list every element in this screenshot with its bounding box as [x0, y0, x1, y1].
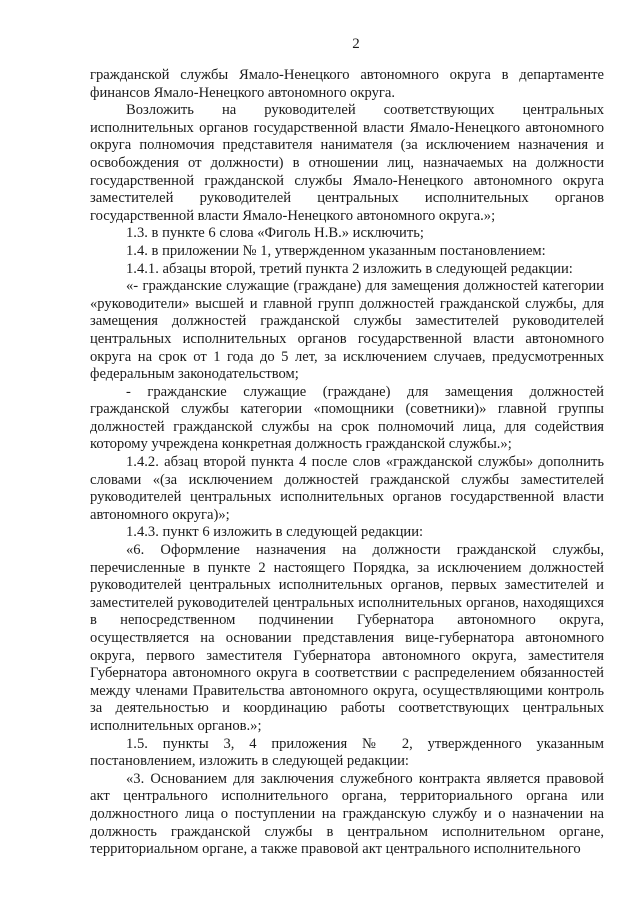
paragraph: 1.4.3. пункт 6 изложить в следующей редакции: [126, 524, 424, 541]
page-number: 2 [352, 36, 360, 52]
paragraph: «3. Основанием для заключения служебного контракта является правовой акт центрального исполнительного органа, территориального органа или должностного лица о поступлении на гражданскую службу и о назначении на должность гражданской службы в центральном исполнительном органе, территориальном органе, а также правовой акт центрального исполнительного [90, 770, 604, 858]
paragraph: Возложить на руководителей соответствующих центральных исполнительных органов государственной власти Ямало-Ненецкого автономного округа полномочия представителя нанимателя (за исключением назначения и освобождения от должности) в отношении лиц, назначаемых на должности государственной гражданской службы Ямало-Ненецкого автономного округа заместителей руководителей центральных исполнительных органов государственной власти Ямало-Ненецкого автономного округа.»; [90, 102, 604, 224]
paragraph: - гражданские служащие (граждане) для замещения должностей гражданской службы категории «помощники (советники)» главной группы должностей гражданской службы на срок полномочий лица, для содействия которому учреждена конкретная должность гражданской службы.»; [90, 383, 604, 453]
paragraph: гражданской службы Ямало-Ненецкого автономного округа в департаменте финансов Ямало-Ненецкого автономного округа. [90, 67, 604, 101]
paragraph: «- гражданские служащие (граждане) для замещения должностей категории «руководители» высшей и главной групп должностей гражданской службы, для замещения должностей гражданской службы заместителей руководителей центральных исполнительных органов государственной власти автономного округа на срок от 1 года до 5 лет, за исключением случаев, предусмотренных федеральным законодательством; [90, 278, 604, 383]
paragraph: 1.4.2. абзац второй пункта 4 после слов «гражданской службы» дополнить словами «(за исключением должностей гражданской службы заместителей руководителей центральных исполнительных органов государственной власти автономного округа)»; [90, 454, 604, 523]
paragraph: 1.4. в приложении № 1, утвержденном указанным постановлением: [126, 242, 546, 259]
paragraph: 1.5. пункты 3, 4 приложения № 2, утвержденного указанным постановлением, изложить в следующей редакции: [90, 735, 604, 770]
paragraph: 1.4.1. абзацы второй, третий пункта 2 изложить в следующей редакции: [126, 260, 573, 277]
document-body [90, 67, 604, 859]
paragraph: 1.3. в пункте 6 слова «Фиголь Н.В.» исключить; [126, 225, 424, 242]
paragraph: «6. Оформление назначения на должности гражданской службы, перечисленные в пункте 2 настоящего Порядка, за исключением должностей руководителей центральных исполнительных органов, первых заместителей и заместителей руководителей центральных исполнительных органов, находящихся в непосредственном подчинении Губернатора автономного округа, осуществляется на основании представления вице-губернатора автономного округа, первого заместителя Губернатора автономного округа, заместителя Губернатора автономного округа в соответствии с распределением обязанностей между членами Правительства автономного округа, осуществляющими контроль за деятельностью и координацию работы соответствующих центральных исполнительных органов.»; [90, 542, 604, 734]
